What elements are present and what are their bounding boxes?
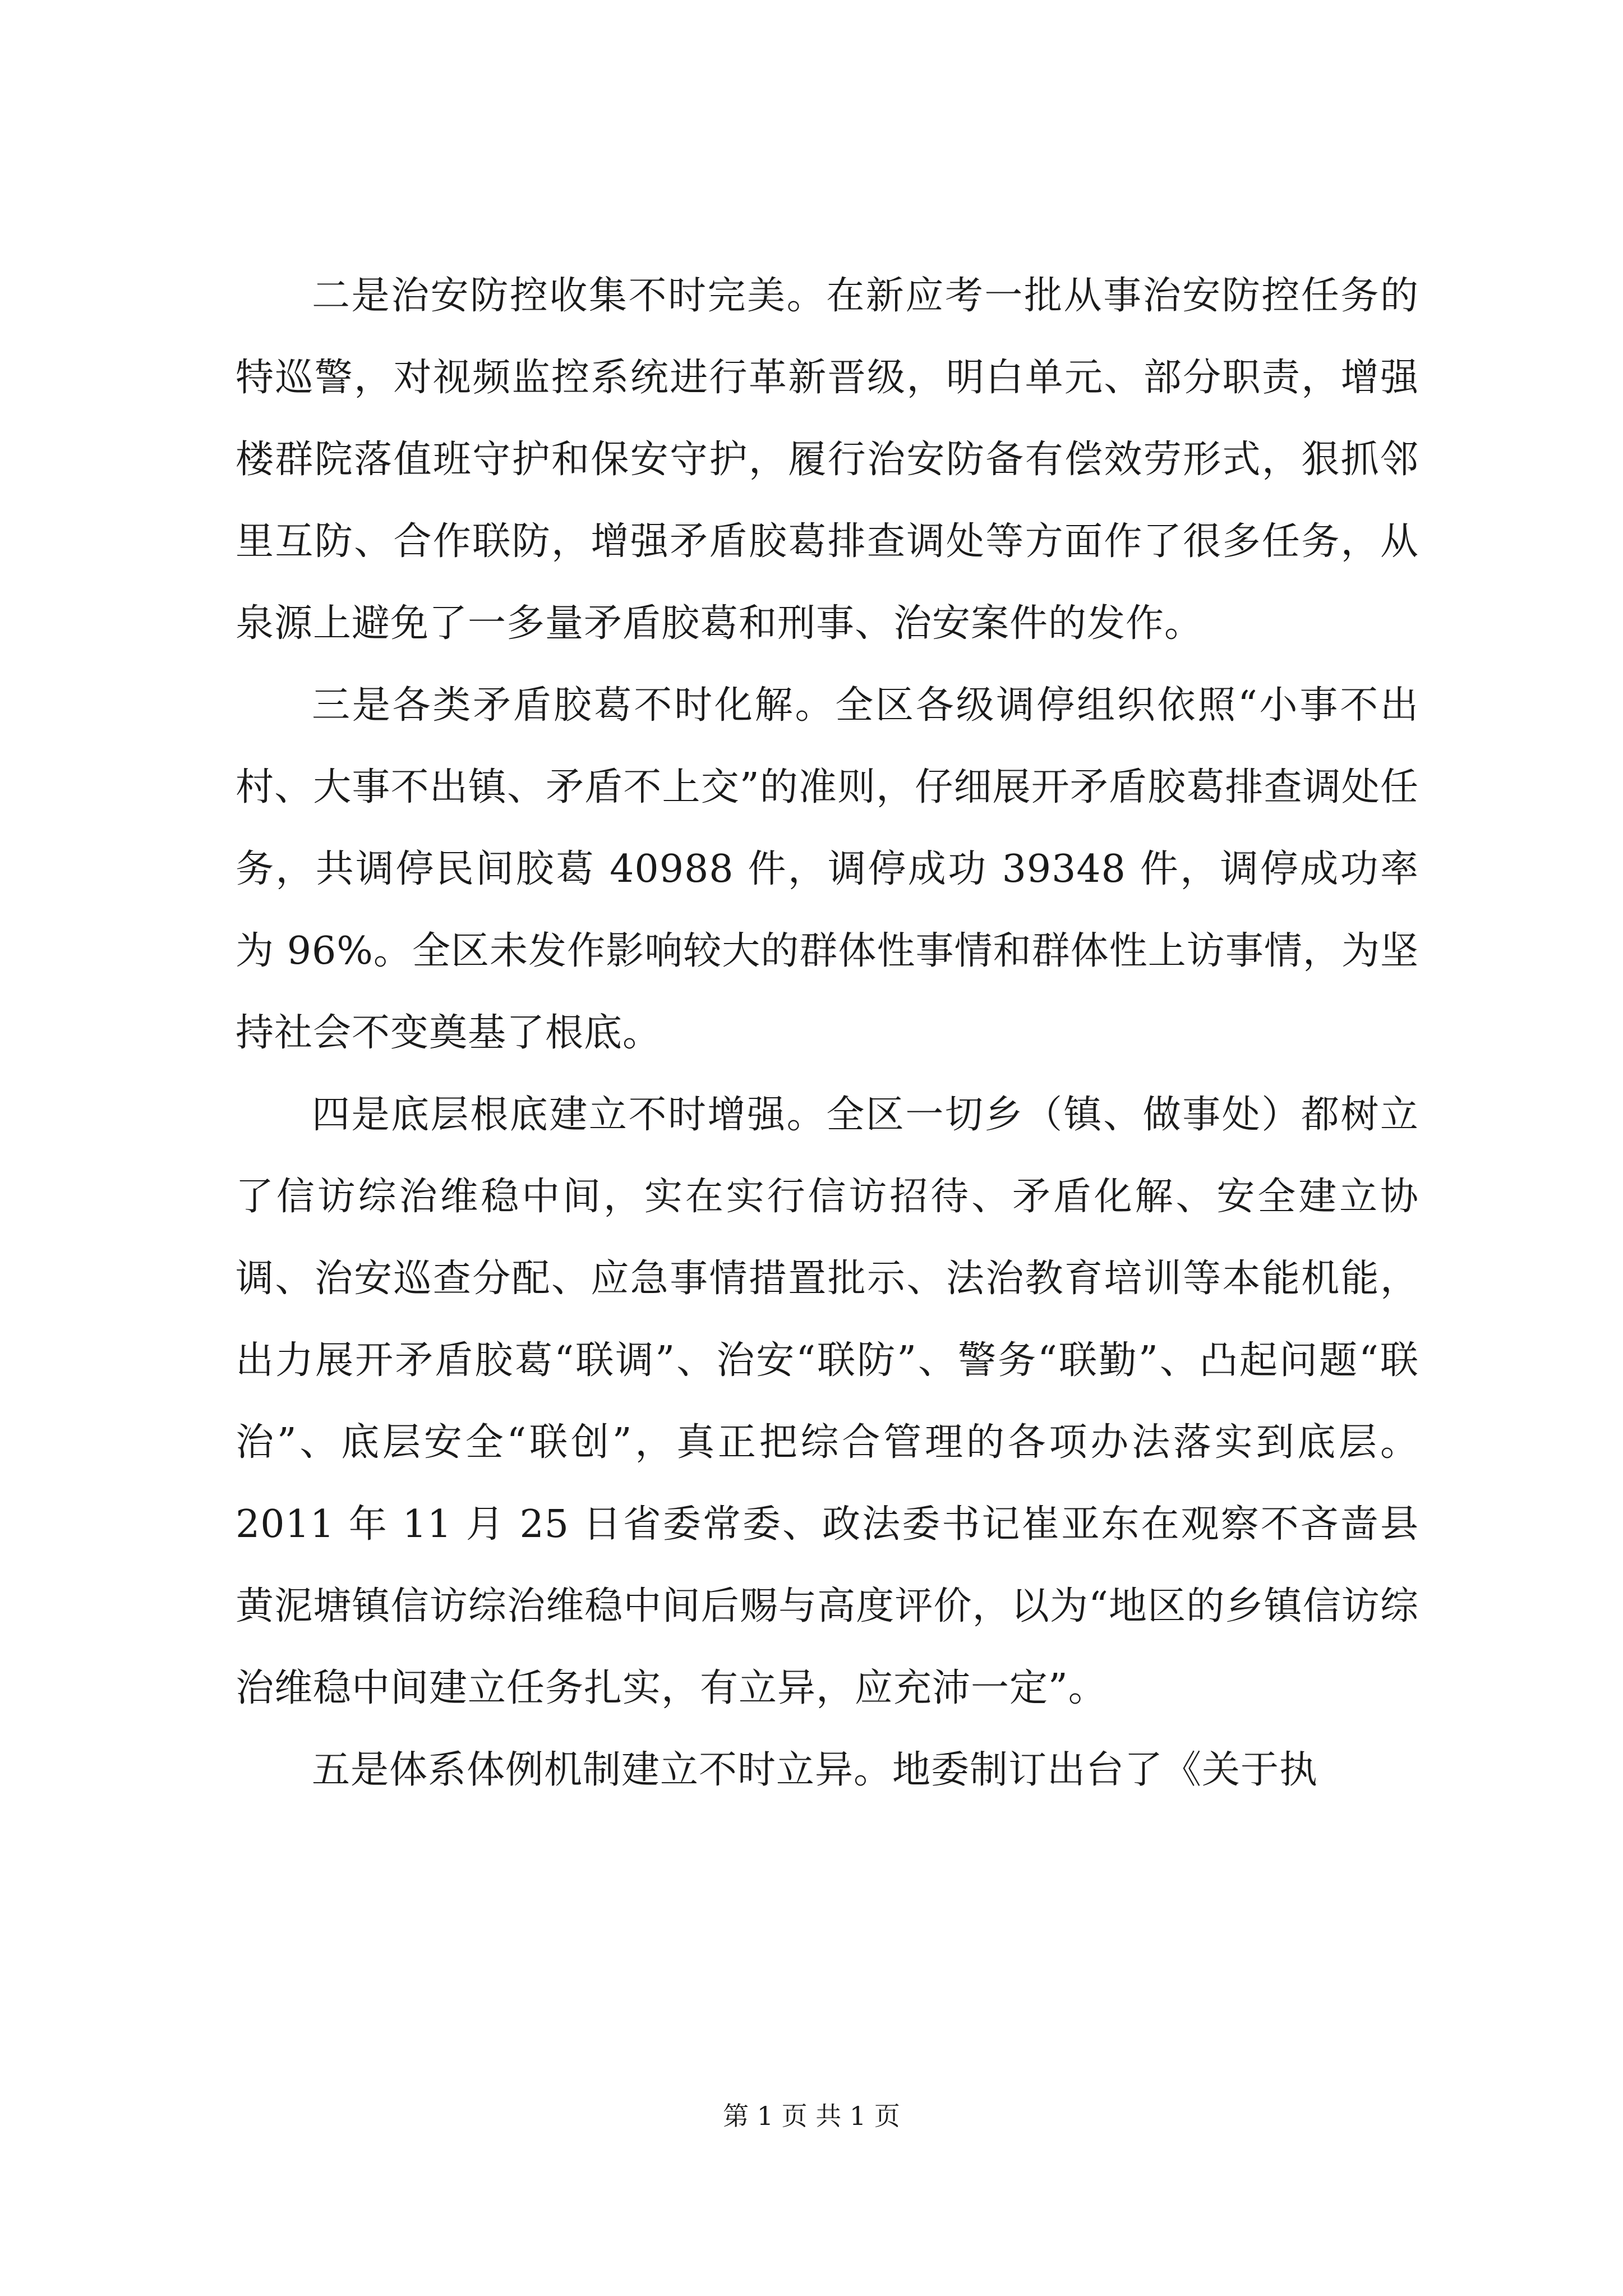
paragraph-dispute-resolution: 三是各类矛盾胶葛不时化解。全区各级调停组织依照“小事不出村、大事不出镇、矛盾不上交”的准则，仔细展开矛盾胶葛排查调处任务，共调停民间胶葛 40988 件，调停成功 39348 件，调停成功率为 96%。全区未发作影响较大的群体性事情和群体性上访事情，为坚持社会不变奠基了根底。 — [236, 683, 1419, 1055]
paragraph-system-innovation: 五是体系体例机制建立不时立异。地委制订出台了《关于执 — [312, 1748, 1318, 1792]
page-footer — [0, 2099, 1623, 2133]
paragraph-security-network: 二是治安防控收集不时完美。在新应考一批从事治安防控任务的特巡警，对视频监控系统进行革新晋级，明白单元、部分职责，增强楼群院落值班守护和保安守护，履行治安防备有偿效劳形式，狠抓邻里互防、合作联防，增强矛盾胶葛排查调处等方面作了很多任务，从泉源上避免了一多量矛盾胶葛和刑事、治安案件的发作。 — [236, 274, 1419, 646]
paragraph-grassroots-building: 四是底层根底建立不时增强。全区一切乡（镇、做事处）都树立了信访综治维稳中间，实在实行信访招待、矛盾化解、安全建立协调、治安巡查分配、应急事情措置批示、法治教育培训等本能机能，出力展开矛盾胶葛“联调”、治安“联防”、警务“联勤”、凸起问题“联治”、底层安全“联创”，真正把综合管理的各项办法落实到底层。2011 年 11 月 25 日省委常委、政法委书记崔亚东在观察不吝啬县黄泥塘镇信访综治维稳中间后赐与高度评价，以为“地区的乡镇信访综治维稳中间建立任务扎实，有立异，应充沛一定”。 — [236, 1093, 1419, 1710]
page-number: 第 1 页 共 1 页 — [723, 2101, 900, 2131]
document-body — [236, 255, 1419, 1811]
